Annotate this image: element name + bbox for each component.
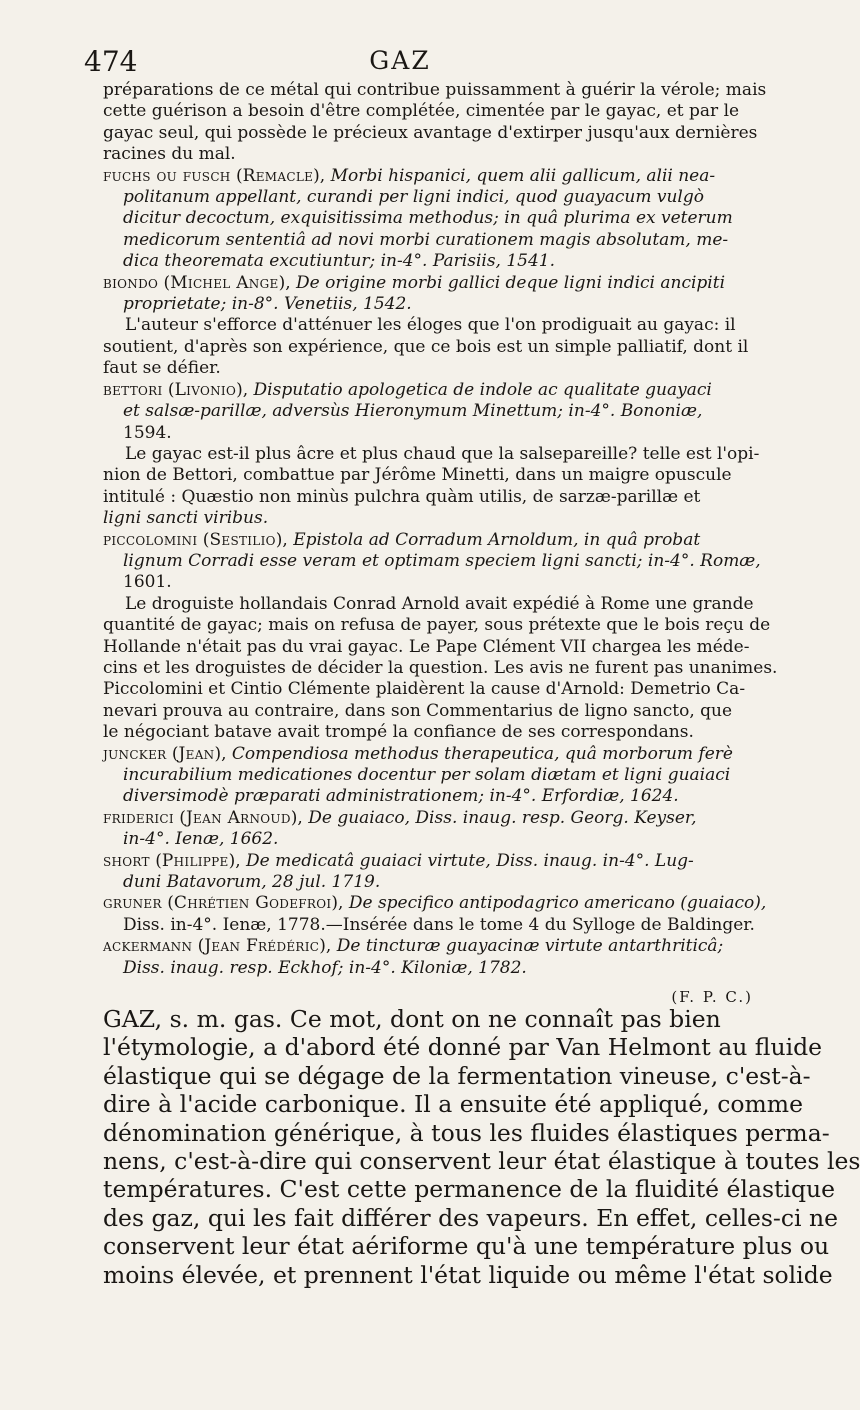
- entry-author: friderici: [103, 807, 174, 828]
- gaz-article: [103, 1005, 860, 1289]
- entry-author: fuchs ou fusch: [103, 165, 231, 186]
- entry-comment: Hollande n'était pas du vrai gayac. Le Pape Clément VII chargea les méde-: [103, 636, 750, 657]
- article-line: températures. C'est cette permanence de la fluidité élastique: [103, 1175, 836, 1204]
- entry-continuation: 1594.: [123, 422, 172, 443]
- entry-first-name: Jean Arnoud: [185, 807, 291, 828]
- entry-continuation: dicitur decoctum, exquisitissima methodus; in quâ plurima ex veterum: [123, 208, 733, 229]
- bibliography-entry-line: friderici (Jean Arnoud), De guaiaco, Diss. inaug. resp. Georg. Keyser,: [103, 807, 697, 828]
- article-line: élastique qui se dégage de la fermentation vineuse, c'est-à-: [103, 1061, 811, 1090]
- bibliography-entry-line: juncker (Jean), Compendiosa methodus therapeutica, quâ morborum ferè: [103, 743, 733, 764]
- article-line: GAZ, s. m. gas. Ce mot, dont on ne connaît pas bien: [103, 1005, 721, 1033]
- entry-author: biondo: [103, 272, 159, 293]
- entry-comment: le négociant batave avait trompé la confiance de ses correspondans.: [103, 722, 694, 743]
- entry-comment: soutient, d'après son expérience, que ce bois est un simple palliatif, dont il: [103, 336, 749, 357]
- entry-comment: nevari prouva au contraire, dans son Commentarius de ligno sancto, que: [103, 700, 733, 721]
- entry-comment: L'auteur s'efforce d'atténuer les éloges que l'on prodiguait au gayac: il: [125, 315, 736, 336]
- text-line: cette guérison a besoin d'être complétée, cimentée par le gayac, et par le: [103, 101, 740, 122]
- article-line: dénomination générique, à tous les fluides élastiques perma-: [103, 1118, 830, 1147]
- entry-continuation: et salsæ-parillæ, adversùs Hieronymum Minettum; in-4°. Bononiæ,: [123, 401, 703, 422]
- entry-first-name: Sestilio: [209, 529, 276, 550]
- entry-continuation: Diss. inaug. resp. Eckhof; in-4°. Kiloniæ, 1782.: [123, 957, 527, 978]
- entry-first-name: Remacle: [242, 165, 314, 186]
- entry-author: piccolomini: [103, 529, 198, 550]
- entry-author: gruner: [103, 893, 162, 914]
- page-header: [84, 45, 716, 79]
- entry-continuation: duni Batavorum, 28 jul. 1719.: [123, 872, 381, 893]
- entry-first-name: Jean Frédéric: [204, 936, 320, 957]
- entry-title: Compendiosa methodus therapeutica, quâ morborum ferè: [231, 743, 733, 764]
- page-number: 474: [84, 45, 138, 78]
- text-line: préparations de ce métal qui contribue puissamment à guérir la vérole; mais: [103, 80, 767, 100]
- bibliography-section: [103, 80, 778, 1008]
- entry-first-name: Jean: [178, 743, 215, 764]
- bibliography-entry-line: gruner (Chrétien Godefroi), De specifico antipodagrico americano (guaiaco),: [103, 893, 767, 914]
- entry-title: Epistola ad Corradum Arnoldum, in quâ probat: [293, 529, 701, 550]
- entry-continuation: proprietate; in-8°. Venetiis, 1542.: [123, 294, 412, 315]
- entry-title: De tincturæ guayacinæ virtute antarthriticâ;: [336, 936, 724, 957]
- entry-title: De origine morbi gallici deque ligni indici ancipiti: [296, 272, 726, 293]
- entry-first-name: Philippe: [161, 850, 229, 871]
- entry-comment: intitulé : Quæstio non minùs pulchra quàm utilis, de sarzæ-parillæ et: [103, 486, 701, 507]
- text-line: gayac seul, qui possède le précieux avantage d'extirper jusqu'aux dernières: [103, 122, 758, 143]
- entry-continuation: in-4°. Ienæ, 1662.: [123, 829, 279, 850]
- article-line: nens, c'est-à-dire qui conservent leur état élastique à toutes les: [103, 1147, 860, 1176]
- entry-author: juncker: [103, 743, 167, 764]
- entry-comment: Piccolomini et Cintio Clémente plaidèrent la cause d'Arnold: Demetrio Ca-: [103, 679, 746, 700]
- entry-title: De specifico antipodagrico americano (guaiaco),: [348, 893, 767, 914]
- entry-title: Morbi hispanici, quem alii gallicum, alii nea-: [330, 165, 716, 186]
- entry-title: Disputatio apologetica de indole ac qualitate guayaci: [253, 379, 712, 400]
- entry-comment: Le droguiste hollandais Conrad Arnold avait expédié à Rome une grande: [125, 593, 754, 614]
- bibliography-entry-line: bettori (Livonio), Disputatio apologetica de indole ac qualitate guayaci: [103, 379, 712, 400]
- entry-first-name: Chrétien Godefroi: [173, 893, 332, 914]
- text-line: racines du mal.: [103, 144, 236, 165]
- bibliography-entry-line: fuchs ou fusch (Remacle), Morbi hispanici, quem alii gallicum, alii nea-: [103, 165, 716, 186]
- entry-comment: faut se défier.: [103, 358, 221, 379]
- entry-title: De medicatâ guaiaci virtute, Diss. inaug. in-4°. Lug-: [246, 850, 694, 871]
- entry-continuation: incurabilium medicationes docentur per solam diætam et ligni guaiaci: [123, 765, 731, 785]
- article-line: conservent leur état aériforme qu'à une température plus ou: [103, 1232, 830, 1261]
- entry-comment: nion de Bettori, combattue par Jérôme Minetti, dans un maigre opuscule: [103, 465, 732, 486]
- entry-comment: quantité de gayac; mais on refusa de payer, sous prétexte que le bois reçu de: [103, 615, 771, 636]
- bibliography-entry-line: piccolomini (Sestilio), Epistola ad Corradum Arnoldum, in quâ probat: [103, 529, 701, 550]
- entry-author: ackermann: [103, 936, 193, 957]
- entry-continuation: politanum appellant, curandi per ligni indici, quod guayacum vulgò: [123, 187, 704, 208]
- entry-title: De guaiaco, Diss. inaug. resp. Georg. Keyser,: [308, 807, 697, 828]
- entry-continuation: medicorum sententiâ ad novi morbi curationem magis absolutam, me-: [123, 229, 729, 250]
- running-title: GAZ: [369, 46, 431, 75]
- article-line: l'étymologie, a d'abord été donné par Van Helmont au fluide: [103, 1033, 823, 1062]
- entry-continuation: 1601.: [123, 572, 172, 593]
- entry-comment: Le gayac est-il plus âcre et plus chaud que la salsepareille? telle est l'opi-: [125, 443, 760, 464]
- entry-continuation: diversimodè præparati administrationem; in-4°. Erfordiæ, 1624.: [123, 786, 679, 807]
- entry-author: bettori: [103, 379, 163, 400]
- entry-continuation: dica theoremata excutiuntur; in-4°. Parisiis, 1541.: [123, 251, 556, 272]
- entry-first-name: Livonio: [174, 379, 237, 400]
- entry-first-name: Michel Ange: [170, 272, 279, 293]
- article-line: des gaz, qui les fait différer des vapeurs. En effet, celles-ci ne: [103, 1203, 839, 1232]
- entry-comment: ligni sancti viribus.: [103, 508, 269, 529]
- entry-comment: cins et les droguistes de décider la question. Les avis ne furent pas unanimes.: [103, 657, 778, 678]
- article-line: moins élevée, et prennent l'état liquide ou même l'état solide: [103, 1260, 833, 1289]
- entry-continuation: lignum Corradi esse veram et optimam speciem ligni sancti; in-4°. Romæ,: [123, 550, 761, 571]
- entry-continuation: Diss. in-4°. Ienæ, 1778.—Insérée dans le tome 4 du Sylloge de Baldinger.: [123, 914, 755, 935]
- article-line: dire à l'acide carbonique. Il a ensuite été appliqué, comme: [103, 1090, 803, 1119]
- bibliography-entry-line: ackermann (Jean Frédéric), De tincturæ guayacinæ virtute antarthriticâ;: [103, 936, 724, 957]
- bibliography-entry-line: short (Philippe), De medicatâ guaiaci virtute, Diss. inaug. in-4°. Lug-: [103, 850, 694, 871]
- bibliography-entry-line: biondo (Michel Ange), De origine morbi gallici deque ligni indici ancipiti: [103, 272, 726, 293]
- author-signature: (F. P. C.): [671, 988, 753, 1007]
- entry-author: short: [103, 850, 150, 871]
